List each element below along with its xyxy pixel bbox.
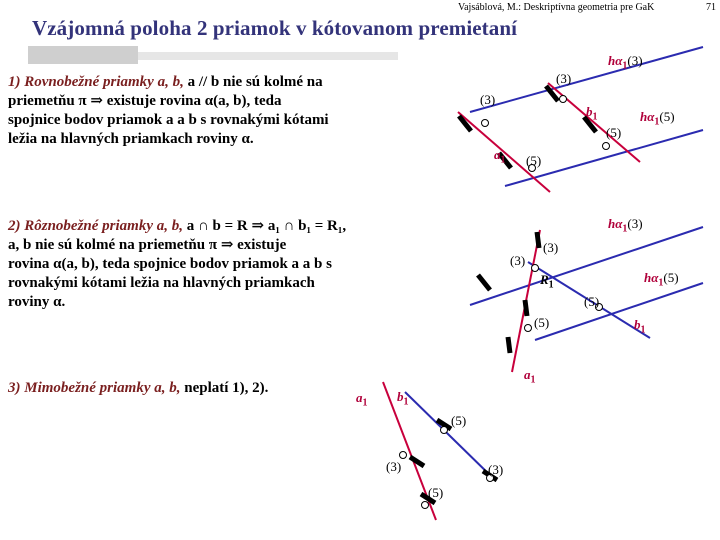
section-2-line-5: roviny α. xyxy=(8,294,66,310)
label-h-alpha-5 xyxy=(640,110,675,130)
interval-mark xyxy=(525,300,527,316)
interval-mark xyxy=(410,457,424,466)
h-alpha-sub: 1 xyxy=(654,116,660,128)
label-b1 xyxy=(634,318,646,338)
h-alpha-name: hα xyxy=(644,270,659,285)
section-2-number: 2) xyxy=(8,218,21,234)
header-author: Vajsáblová, M.: Deskriptívna geometria pre GaK xyxy=(458,2,655,13)
section-2-line-2: a, b nie sú kolmé na priemetňu π ⇒ existuje xyxy=(8,237,287,253)
label-h-alpha-5 xyxy=(644,271,679,291)
kota-3-upper: (3) xyxy=(556,71,572,86)
h-alpha-kota: (3) xyxy=(627,216,643,231)
a-name: a xyxy=(524,367,531,382)
point-marker xyxy=(525,325,532,332)
h-alpha-kota: (5) xyxy=(663,270,679,285)
a-sub: 1 xyxy=(500,154,506,166)
h-alpha-name: hα xyxy=(608,53,623,68)
h-alpha-name: hα xyxy=(608,216,623,231)
kota-3-right: (3) xyxy=(488,462,504,477)
kota-5-right: (5) xyxy=(606,125,622,140)
main-line-h5 xyxy=(535,283,703,340)
section-1-line-3: spojnice bodov priamok a a b s rovnakými kótami xyxy=(8,112,329,128)
section-1-line-4: ležia na hlavných priamkach roviny α. xyxy=(8,131,254,147)
interval-mark xyxy=(478,275,490,290)
b-sub: 1 xyxy=(403,396,409,408)
line-b1 xyxy=(405,392,495,480)
interval-mark xyxy=(508,337,510,353)
label-h-alpha-3 xyxy=(608,54,643,74)
kota-5-left: (5) xyxy=(534,315,550,330)
section-2-line-4: rovnakými kótami ležia na hlavných priamkach xyxy=(8,275,315,291)
section-3-number: 3) xyxy=(8,380,21,396)
interval-mark xyxy=(537,232,539,248)
point-marker xyxy=(441,427,448,434)
a-sub: 1 xyxy=(362,397,368,409)
kota-5-top: (5) xyxy=(451,413,467,428)
kota-3-left: (3) xyxy=(480,92,496,107)
h-alpha-sub: 1 xyxy=(658,277,664,289)
section-1-number: 1) xyxy=(8,74,21,90)
section-3-heading: Mimobežné priamky a, b, xyxy=(24,380,181,396)
label-a1 xyxy=(494,148,506,168)
label-a1 xyxy=(356,391,368,411)
section-1-heading: Rovnobežné priamky a, b, xyxy=(24,74,184,90)
section-1-line-1: a // b nie sú kolmé na xyxy=(187,74,323,90)
h-alpha-sub: 1 xyxy=(622,60,628,72)
h-alpha-sub: 1 xyxy=(622,223,628,235)
b-name: b xyxy=(397,389,404,404)
page-number: 71 xyxy=(706,2,716,13)
R-name: R xyxy=(540,272,549,287)
b-sub: 1 xyxy=(592,111,598,123)
label-b1 xyxy=(397,390,409,410)
section-2-line-3: rovina α(a, b), teda spojnice bodov priamok a a b s xyxy=(8,256,332,272)
kota-5-bottom: (5) xyxy=(428,485,444,500)
b-name: b xyxy=(634,317,641,332)
point-marker-R1 xyxy=(532,265,539,272)
h-alpha-kota: (3) xyxy=(627,53,643,68)
a-sub: 1 xyxy=(530,374,536,386)
kota-3-right: (3) xyxy=(543,240,559,255)
section-1-line-2: priemetňu π ⇒ existuje rovina α(a, b), teda xyxy=(8,93,282,109)
main-line-h3 xyxy=(470,47,703,112)
label-b1 xyxy=(586,105,598,125)
point-marker xyxy=(560,96,567,103)
a-name: a xyxy=(356,390,363,405)
b-name: b xyxy=(586,104,593,119)
section-3-line-1: neplatí 1), 2). xyxy=(184,380,269,396)
R-sub: 1 xyxy=(548,279,554,291)
point-marker xyxy=(400,452,407,459)
point-marker xyxy=(482,120,489,127)
kota-3-left: (3) xyxy=(386,459,402,474)
section-2-heading: Rôznobežné priamky a, b, xyxy=(24,218,184,234)
kota-3-left: (3) xyxy=(510,253,526,268)
a-name: a xyxy=(494,147,501,162)
b-sub: 1 xyxy=(640,324,646,336)
label-a1 xyxy=(524,368,536,388)
point-marker xyxy=(422,502,429,509)
h-alpha-name: hα xyxy=(640,109,655,124)
kota-5-a: (5) xyxy=(526,153,542,168)
point-marker xyxy=(603,143,610,150)
slide-title: Vzájomná poloha 2 priamok v kótovanom premietaní xyxy=(32,16,518,40)
label-R1 xyxy=(540,273,554,293)
section-2-line-1: a ∩ b = R ⇒ a₁ ∩ b₁ = R₁, xyxy=(186,218,347,234)
label-h-alpha-3 xyxy=(608,217,643,237)
kota-5-right: (5) xyxy=(584,294,600,309)
h-alpha-kota: (5) xyxy=(659,109,675,124)
